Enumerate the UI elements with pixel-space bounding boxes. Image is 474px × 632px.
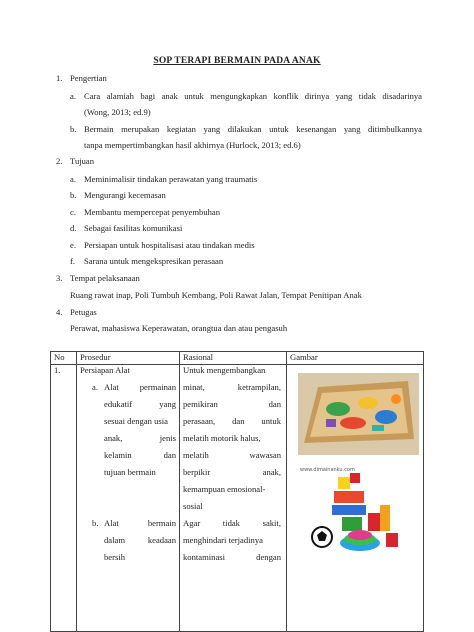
item-letter: c. (70, 207, 76, 217)
item-letter: a. (70, 91, 76, 101)
cell-text-line (183, 416, 281, 427)
cell-text-line (104, 399, 176, 410)
cell-word: sosial (183, 501, 203, 511)
cell-word: untuk (261, 416, 281, 426)
item-letter: d. (70, 223, 77, 233)
cell-text-line (183, 501, 281, 512)
cell-word: kontaminasi (183, 552, 226, 562)
cell-word: kemampuan emosional- (183, 484, 266, 494)
cell-text-line (183, 552, 281, 563)
item-letter: a. (92, 382, 98, 392)
cell-text-line (183, 382, 281, 393)
cell-text-line (104, 416, 176, 427)
item-text: Cara alamiah bagi anak untuk mengungkapkan konflik dirinya yang tidak disadarinya (84, 91, 422, 101)
header-rasional: Rasional (180, 352, 287, 365)
item-letter: e. (70, 240, 76, 250)
gambar-cell (287, 365, 424, 632)
cell-word: Agar (183, 518, 201, 528)
item-letter: b. (92, 518, 99, 528)
item-text: Bermain merupakan kegiatan yang dilakukan untuk kesenangan yang ditimbulkannya (84, 124, 422, 134)
section-number: 4. (56, 307, 63, 317)
cell-text-line (104, 518, 176, 529)
rasional-cell (180, 365, 287, 632)
item-text: Membantu mempercepat penyembuhan (84, 207, 221, 217)
item-text: Mengurangi kecemasan (84, 190, 166, 200)
cell-text-line (183, 399, 281, 410)
cell-word: Alat (104, 518, 119, 528)
section-text: Ruang rawat inap, Poli Tumbuh Kembang, Poli Rawat Jalan, Tempat Penitipan Anak (70, 290, 362, 300)
cell-text-line (104, 552, 176, 563)
cell-word: Untuk mengembangkan (183, 365, 266, 375)
cell-text-line (183, 535, 281, 546)
cell-word: Alat (104, 382, 119, 392)
row-number-cell (51, 365, 77, 632)
section-number: 2. (56, 156, 63, 166)
header-no: No (51, 352, 77, 365)
cell-text-line (183, 484, 281, 495)
cell-word: melatih (183, 450, 209, 460)
section-heading: Tujuan (70, 156, 95, 166)
cell-word: pemikiran (183, 399, 218, 409)
stacking-toys-image (298, 465, 419, 560)
rasional-content (183, 365, 283, 631)
cell-word: sesuai dengan usia (104, 416, 168, 426)
section-heading: Tempat pelaksanaan (70, 273, 140, 283)
cell-word: edukatif (104, 399, 133, 409)
item-letter: b. (70, 124, 77, 134)
cell-word: dengan (256, 552, 281, 562)
cell-word: anak, (104, 433, 123, 443)
page-title: SOP TERAPI BERMAIN PADA ANAK (153, 56, 321, 66)
cell-word: anak, (262, 467, 281, 477)
item-letter: a. (70, 174, 76, 184)
cell-text-line (104, 382, 176, 393)
cell-word: sakit, (262, 518, 281, 528)
cell-text-line (104, 450, 176, 461)
section-number: 3. (56, 273, 63, 283)
item-letter: f. (70, 256, 76, 266)
prosedur-title: Persiapan Alat (80, 365, 130, 375)
cell-word: dalam (104, 535, 125, 545)
item-text: Sebagai fasilitas komunikasi (84, 223, 183, 233)
cell-text-line (104, 433, 176, 444)
cell-word: bermain (147, 518, 176, 528)
item-text: Sarana untuk mengekspresikan perasaan (84, 256, 224, 266)
header-prosedur: Prosedur (77, 352, 180, 365)
cell-word: melatih motorik halus, (183, 433, 261, 443)
image-watermark: www.dimainanku.com (300, 467, 355, 473)
prosedur-content (80, 365, 176, 631)
item-text: Persiapan untuk hospitalisasi atau tindakan medis (84, 240, 255, 250)
cell-text-line (183, 365, 281, 376)
header-gambar: Gambar (287, 352, 424, 365)
table-row (51, 365, 424, 632)
cell-word: kelamin (104, 450, 132, 460)
wooden-puzzle-image (298, 373, 419, 455)
cell-word: keadaan (147, 535, 176, 545)
cell-word: minat, (183, 382, 205, 392)
cell-text-line (183, 518, 281, 529)
item-text-cont: (Wong, 2013; ed.9) (84, 107, 151, 117)
cell-word: dan (163, 450, 176, 460)
cell-text-line (183, 467, 281, 478)
gambar-content (290, 365, 420, 631)
item-text-cont: tanpa mempertimbangkan hasil akhirnya (Hurlock, 2013; ed.6) (84, 140, 301, 150)
item-text: Meminimalisir tindakan perawatan yang traumatis (84, 174, 258, 184)
section-number: 1. (56, 73, 63, 83)
cell-word: jenis (159, 433, 176, 443)
table-header-row (51, 352, 424, 365)
section-heading: Pengertian (70, 73, 107, 83)
section-heading: Petugas (70, 307, 97, 317)
section-text: Perawat, mahasiswa Keperawatan, orangtua dan atau pengasuh (70, 323, 288, 333)
cell-word: perasaan, (183, 416, 216, 426)
cell-word: permainan (139, 382, 176, 392)
cell-word: ketrampilan, (237, 382, 281, 392)
cell-word: wawasan (249, 450, 281, 460)
row-number: 1. (54, 365, 61, 375)
cell-text-line (183, 433, 281, 444)
cell-word: tidak (222, 518, 240, 528)
cell-word: berpikir (183, 467, 211, 477)
cell-text-line (183, 450, 281, 461)
cell-text-line (104, 467, 176, 478)
procedure-table (50, 351, 424, 632)
cell-word: bersih (104, 552, 126, 562)
cell-word: dan (268, 399, 281, 409)
prosedur-cell (77, 365, 180, 632)
cell-word: tujuan bermain (104, 467, 156, 477)
item-letter: b. (70, 190, 77, 200)
cell-word: menghindari terjadinya (183, 535, 263, 545)
cell-word: dan (232, 416, 245, 426)
cell-text-line (104, 535, 176, 546)
cell-word: yang (159, 399, 176, 409)
